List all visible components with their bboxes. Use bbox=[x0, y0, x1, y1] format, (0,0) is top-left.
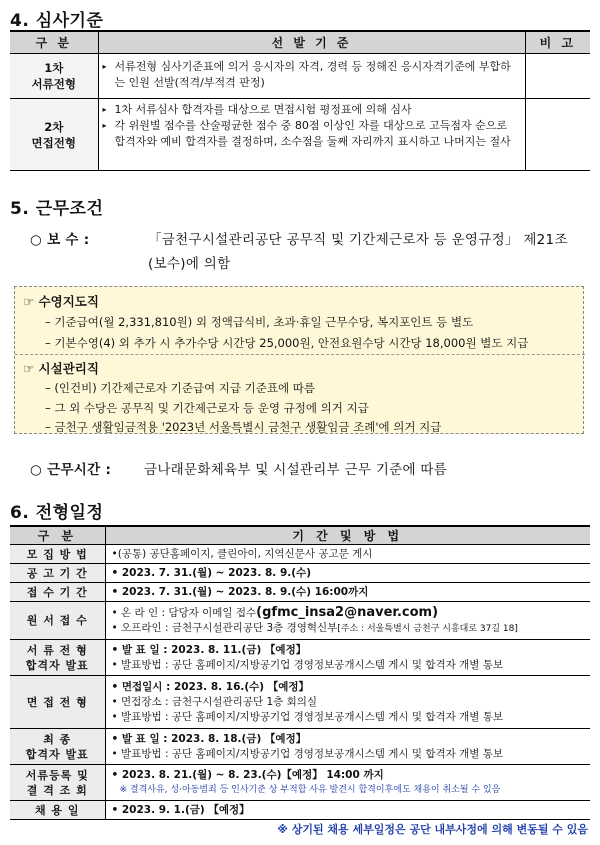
col-header-period: 기 간 및 방 법 bbox=[105, 526, 590, 545]
list-item: – 그 외 수당은 공무직 및 기간제근로자 등 운영 규정에 의거 지급 bbox=[45, 401, 369, 415]
list-item: – (인건비) 기간제근로자 기준급여 지급 기준표에 따름 bbox=[45, 381, 315, 395]
table-row: 면 접 전 형 • 면접일시 : 2023. 8. 16.(수) 【예정】 • 면접장소 : 금천구시설관리공단 1층 회의실 • 발표방법 : 공단 홈페이지/지방공기업 경영정보공개시스템 게시 및 합격자 개별 통보 bbox=[10, 676, 590, 729]
schedule-footnote: ※ 상기된 채용 세부일정은 공단 내부사정에 의해 변동될 수 있음 bbox=[277, 823, 588, 836]
row-note bbox=[525, 99, 590, 171]
row-criteria: ▸ 서류전형 심사기준표에 의거 응시자의 자격, 경력 등 정해진 응시자격기준에 부합하는 인원 선발(적격/부적격 판정) bbox=[98, 54, 525, 99]
section-6-title: 6. 전형일정 bbox=[10, 503, 104, 523]
table-row: 최 종 합격자 발표 • 발 표 일 : 2023. 8. 18.(금) 【예정】 • 발표방법 : 공단 홈페이지/지방공기업 경영정보공개시스템 게시 및 합격자 개별 통보 bbox=[10, 729, 590, 765]
list-item: – 금천구 생활임금적용 '2023년 서울특별시 금천구 생활임금 조례'에 의거 지급 bbox=[45, 420, 442, 434]
row-category: 2차 면접전형 bbox=[10, 99, 98, 171]
pay-detail-box bbox=[14, 286, 584, 434]
section-4-title: 4. 심사기준 bbox=[10, 11, 104, 31]
screening-criteria-table bbox=[10, 30, 590, 171]
hours-label: ○ 근무시간 : bbox=[30, 462, 112, 478]
contact-email: (gfmc_insa2@naver.com) bbox=[256, 604, 439, 620]
table-row: 접 수 기 간 • 2023. 7. 31.(월) ~ 2023. 8. 9.(수) 16:00까지 bbox=[10, 583, 590, 602]
pay-text-cont: (보수)에 의함 bbox=[148, 256, 231, 272]
col-header-category: 구 분 bbox=[10, 31, 98, 54]
table-row: 서류등록 및 결 격 조 회 • 2023. 8. 21.(월) ~ 8. 23.(수)【예정】 14:00 까지 ※ 결격사유, 성·아동범죄 등 인사기준 상 부적합 사유 발견시 합격이후에도 채용이 취소될 수 있음 bbox=[10, 765, 590, 801]
list-item: – 기본수영(4) 외 추가 시 추가수당 시간당 25,000원, 안전요원수당 시간당 18,000원 별도 지급 bbox=[45, 336, 529, 350]
col-header-criteria: 선 발 기 준 bbox=[98, 31, 525, 54]
table-row bbox=[10, 54, 590, 99]
table-row: 모 집 방 법 •(공통) 공단홈페이지, 클린아이, 지역신문사 공고문 게시 bbox=[10, 545, 590, 564]
schedule-table bbox=[10, 525, 590, 820]
section-5-title: 5. 근무조건 bbox=[10, 199, 104, 219]
list-item: – 기준급여(월 2,331,810원) 외 정액급식비, 초과·휴일 근무수당, 복지포인트 등 별도 bbox=[45, 315, 474, 329]
col-header-category: 구 분 bbox=[10, 526, 105, 545]
table-row: 서 류 전 형 합격자 발표 • 발 표 일 : 2023. 8. 11.(금) 【예정】 • 발표방법 : 공단 홈페이지/지방공기업 경영정보공개시스템 게시 및 합격자 개별 통보 bbox=[10, 640, 590, 676]
row-category: 1차 서류전형 bbox=[10, 54, 98, 99]
table-row bbox=[10, 99, 590, 171]
pay-label: ○ 보 수 : bbox=[30, 232, 90, 248]
col-header-note: 비 고 bbox=[525, 31, 590, 54]
swim-instructor-heading: ☞ 수영지도직 bbox=[23, 294, 99, 309]
pay-text: 「금천구시설관리공단 공무직 및 기간제근로자 등 운영규정」 제21조 bbox=[148, 232, 568, 248]
table-row: 공 고 기 간 • 2023. 7. 31.(월) ~ 2023. 8. 9.(수) bbox=[10, 564, 590, 583]
row-note bbox=[525, 54, 590, 99]
row-criteria: ▸ 1차 서류심사 합격자를 대상으로 면접시험 평정표에 의해 심사 ▸ 각 위원별 점수를 산술평균한 점수 중 80점 이상인 자를 대상으로 고득점자 순으로 합격자와 예비 합격자를 결정하며, 소수점을 둘째 자리까지 표시하고 나머지는 절사 bbox=[98, 99, 525, 171]
hours-text: 금나래문화체육부 및 시설관리부 근무 기준에 따름 bbox=[144, 462, 448, 478]
facility-staff-heading: ☞ 시설관리직 bbox=[23, 361, 99, 376]
table-row: 채 용 일 • 2023. 9. 1.(금) 【예정】 bbox=[10, 801, 590, 820]
table-row: 원 서 접 수 • 온 라 인 : 담당자 이메일 접수(gfmc_insa2@naver.com) • 오프라인 : 금천구시설관리공단 3층 경영혁신부[주소 : 서울특별시 금천구 시흥대로 37길 18] bbox=[10, 602, 590, 640]
